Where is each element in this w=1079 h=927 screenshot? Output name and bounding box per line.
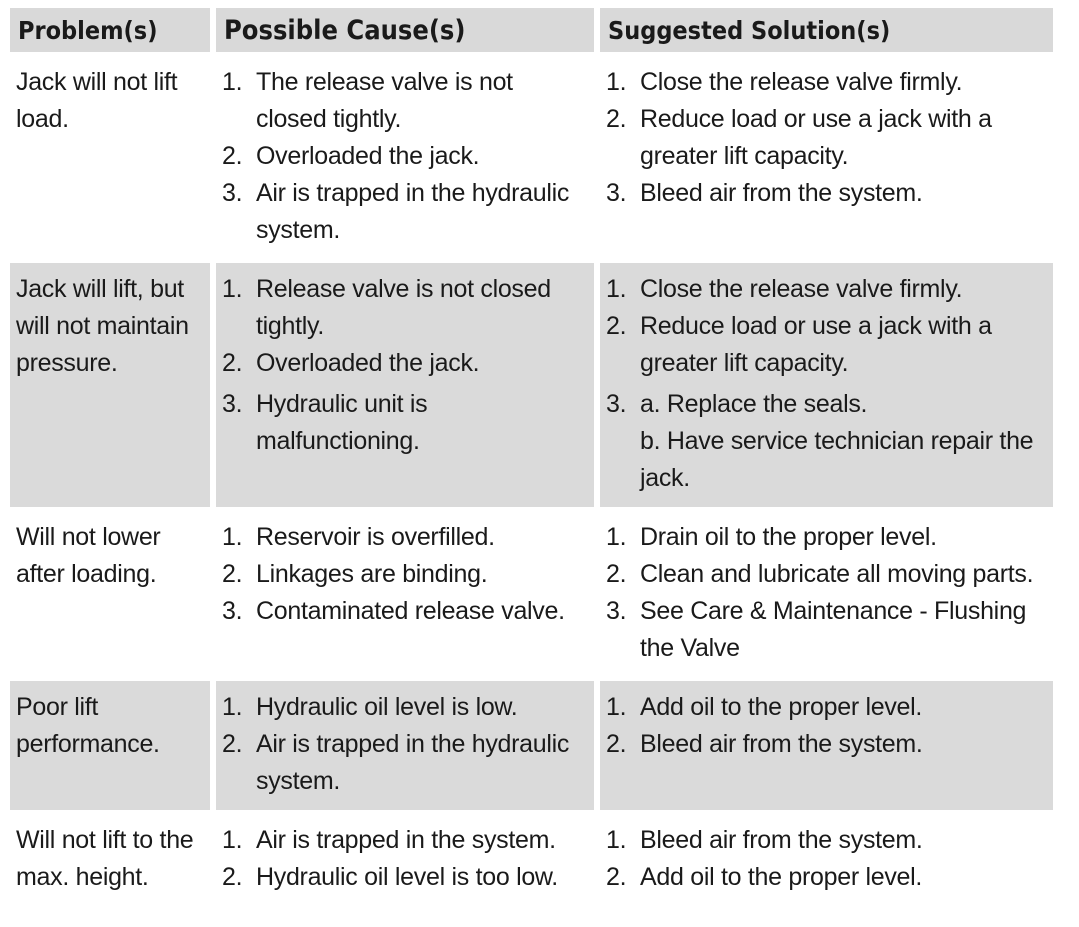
problem-cell: Will not lift to the max. height. bbox=[16, 826, 194, 891]
list-item: 3. Contaminated release valve. bbox=[222, 597, 565, 625]
list-item: 2. Overloaded the jack. bbox=[222, 142, 480, 170]
table-row bbox=[10, 56, 1053, 259]
list-item: 3. Bleed air from the system. bbox=[606, 179, 923, 207]
list-item: 1. Release valve is not closed tightly. bbox=[222, 275, 551, 340]
list-item: 2. Linkages are binding. bbox=[222, 560, 488, 588]
list-item: 3. a. Replace the seals. b. Have service technician repair the jack. bbox=[606, 390, 1034, 492]
header-row bbox=[10, 8, 1053, 52]
header-solution: Suggested Solution(s) bbox=[600, 8, 1053, 52]
list-item: 1. Close the release valve firmly. bbox=[606, 68, 963, 96]
list-item: 1. Close the release valve firmly. bbox=[606, 275, 963, 303]
table-row bbox=[10, 814, 1053, 906]
list-item: 1. The release valve is not closed tightly. bbox=[222, 68, 513, 133]
list-item: 1. Drain oil to the proper level. bbox=[606, 523, 937, 551]
problem-cell: Will not lower after loading. bbox=[16, 523, 161, 588]
cause-cell bbox=[216, 56, 594, 259]
cause-cell bbox=[216, 263, 594, 507]
list-item: 1. Hydraulic oil level is low. bbox=[222, 693, 518, 721]
header-problem: Problem(s) bbox=[10, 8, 210, 52]
list-item: 2. Hydraulic oil level is too low. bbox=[222, 863, 558, 891]
problem-cell: Poor lift performance. bbox=[10, 681, 210, 810]
list-item: 2. Bleed air from the system. bbox=[606, 730, 923, 758]
list-item: 2. Add oil to the proper level. bbox=[606, 863, 923, 891]
solution-cell bbox=[600, 814, 1053, 906]
list-item: 2. Air is trapped in the hydraulic system. bbox=[222, 730, 570, 795]
list-item: 1. Air is trapped in the system. bbox=[222, 826, 556, 854]
cause-cell bbox=[216, 511, 594, 677]
cause-cell bbox=[216, 814, 594, 906]
list-item: 2. Reduce load or use a jack with a greater lift capacity. bbox=[606, 105, 992, 170]
list-item: 2. Overloaded the jack. bbox=[222, 349, 480, 377]
solution-cell bbox=[600, 511, 1053, 677]
solution-cell bbox=[600, 56, 1053, 259]
list-item: 2. Clean and lubricate all moving parts. bbox=[606, 560, 1034, 588]
list-item: 2. Reduce load or use a jack with a greater lift capacity. bbox=[606, 312, 992, 377]
table-row bbox=[10, 511, 1053, 677]
list-item: 3. See Care & Maintenance - Flushing the Valve bbox=[606, 597, 1027, 662]
solution-cell bbox=[600, 263, 1053, 507]
solution-cell bbox=[600, 681, 1053, 810]
list-item: 1. Reservoir is overfilled. bbox=[222, 523, 495, 551]
list-item: 3. Hydraulic unit is malfunctioning. bbox=[222, 390, 428, 455]
list-item: 1. Add oil to the proper level. bbox=[606, 693, 923, 721]
cause-cell bbox=[216, 681, 594, 810]
problem-cell: Jack will lift, but will not maintain pressure. bbox=[10, 263, 210, 507]
header-cause: Possible Cause(s) bbox=[216, 8, 594, 52]
troubleshooting-table bbox=[4, 4, 1059, 910]
table-row bbox=[10, 263, 1053, 507]
table-row bbox=[10, 681, 1053, 810]
list-item: 1. Bleed air from the system. bbox=[606, 826, 923, 854]
problem-cell: Jack will not lift load. bbox=[16, 68, 178, 133]
list-item: 3. Air is trapped in the hydraulic system. bbox=[222, 179, 570, 244]
